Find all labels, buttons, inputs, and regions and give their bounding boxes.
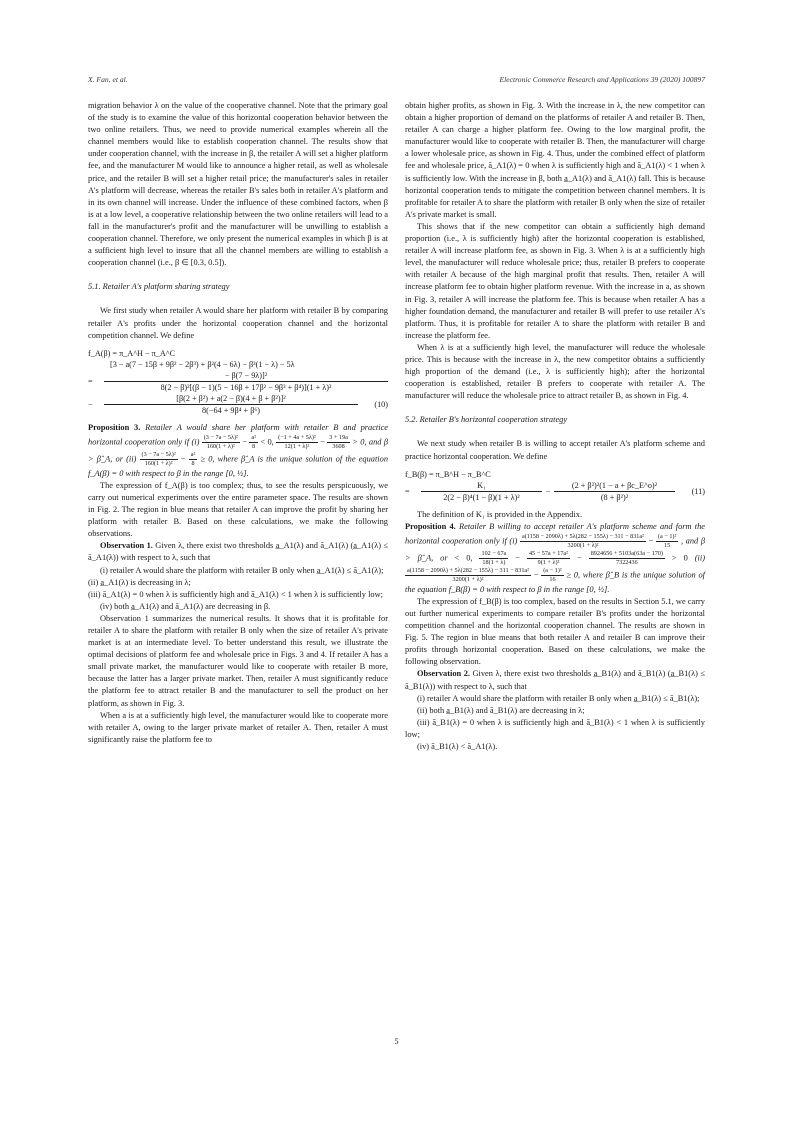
observation-item: (i) retailer A would share the platform with retailer B only when a̲_A1(λ) ≤ ā_A1(λ); [100, 565, 384, 575]
paragraph: This shows that if the new competitor can obtain a sufficiently high demand proportion (i.e., λ is sufficiently high) after the horizontal cooperation is established, retailer A will increase platform fee, as shown in Fig. 3. When λ is at a sufficiently high level, the manufacturer will reduce wholesale price; thus, retailer B prefers to cooperate with retailer A because of the high marginal profit that results. Then, retailer A will increase platform fee to obtain higher platform revenue. With the increase in a, as shown in Fig. 3, retailer A will increase the platform fee. This is because when retailer A has a higher foundation demand, the manufacturer and retailer B will prefer to use retailer A's platform. Thus, it is profitable for retailer A to share the platform with retailer B and increase the platform fee. [405, 221, 705, 340]
fraction-denominator: 3200(1 + λ)² [452, 575, 484, 583]
proposition-text: Retailer B willing to accept retailer A's platform scheme and form the horizontal cooperation only if (i) [405, 521, 706, 546]
fraction-numerator: (3 − 7a − 5λ)² [203, 433, 238, 441]
right-column [405, 100, 705, 753]
observation-item: (ii) a̲_A1(λ) is decreasing in λ; [88, 577, 191, 587]
observation-item: (ii) both a̲_B1(λ) and ā_B1(λ) are decreasing in λ; [417, 705, 585, 715]
observation-title: Observation 1. [100, 541, 153, 551]
running-header-authors: X. Fan, et al. [88, 75, 128, 84]
fraction-denominator: 3200(1 + λ)² [567, 541, 599, 549]
fraction-denominator: 18(1 + λ) [482, 558, 506, 566]
proposition-text: ≥ 0, where β̂_A is the unique solution of the equation f_A(β) = 0 with respect to β in the range [0, ½]. [88, 454, 389, 478]
equation-lhs: f_A(β) = π_A^H − π_A^C [88, 348, 176, 358]
paragraph: When a is at a sufficiently high level, the manufacturer would like to cooperate more with retailer A, owing to the larger private market of retailer A. Then, retailer A must significantly raise the platform fee to [88, 710, 388, 744]
fraction-numerator: (2 + β²)²(1 − a + βc_E^o)² [554, 480, 675, 492]
fraction-numerator: K₁ [421, 480, 542, 492]
proposition-text: Retailer A would share her platform with retailer B and practice horizontal cooperation only if (i) [88, 422, 389, 447]
equation-term-1-denominator: 8(2 − β)²[(β − 1)(5 − 16β + 17β² − 9β³ + β⁴)](1 + λ)² [160, 382, 332, 392]
left-column [88, 100, 388, 746]
fraction-denominator: 3608 [332, 442, 345, 450]
fraction-numerator: (−1 + 4a + 5λ)² [278, 433, 316, 441]
paragraph: Observation 1 summarizes the numerical results. It shows that it is profitable for retailer A to share the platform with retailer B only when the size of retailer A's private market is at an intermediate level. To better understand this result, we illustrate the optimal decisions of platform fee and wholesale price in Figs. 3 and 4. If retailer A has a small private market, the manufacturer would like to cooperate with retailer B more, because the latter has a larger private market. Then, retailer A must significantly reduce the platform fee to attract retailer B and the manufacturer to sell the product on her platform, as shown in Fig. 3. [88, 613, 388, 708]
fraction-numerator: 45 − 57a + 17a² [528, 549, 569, 557]
paragraph: When λ is at a sufficiently high level, the manufacturer will reduce the wholesale price. This is because with the increase in λ, the new competitor obtains a sufficiently high proportion of the demand (i.e., λ is sufficiently high); after the horizontal cooperation is established, retailer B prefers to cooperate with retailer A. The manufacturer will reduce the wholesale price to attract retailer B, as shown in Fig. 4. [405, 342, 705, 401]
equation-lhs: f_B(β) = π_B^H − π_B^C [405, 469, 491, 479]
observation-text: Given λ, there exist two thresholds a̲_A1(λ) and ā_A1(λ) (a̲_A1(λ) ≤ ā_A1(λ)) with respect to λ, such that [88, 541, 389, 563]
equation-number: (11) [691, 486, 705, 496]
equation-10: f_A(β) = π_A^H − π_A^C [3 − a(7 − 15β + 9β² − 2β³) + β²(4 − 6λ) − β³(1 − λ) − 5λ = $\frac{\text{− β(7 − 9λ)]²}}{\text{8(2 − β)²[(β − 1)(5 − 16β + 17β² − 9β³ + β⁴)](1 + λ)²}}$ − $\frac{\text{[β(2 + β²) + a(2 − β)(4 + β + β²)]²}}{\text{8(−64 + 9β⁴ + β⁶)}}$ (10) [88, 348, 388, 415]
fraction-numerator: a(1158 − 2090λ) + 5λ(282 − 155λ) − 311 − 831a² [521, 532, 644, 540]
paragraph: The definition of K₁ is provided in the Appendix. [417, 509, 583, 519]
fraction-numerator: (a − 1)² [543, 566, 562, 574]
equation-11: f_B(β) = π_B^H − π_B^C = $\frac{\text{K₁}}{\text{2(2 − β)⁴(1 − β)(1 + λ)²}}$ − $\frac{\text{(2 + β²)²(1 − a + βc\_E\textasciicircum{}o)²}}{\text{(8 + β²)²}}$ (11) [405, 469, 705, 502]
fraction-numerator: 8924656 + 5103a(63a − 170) [590, 549, 663, 557]
observation-text: Given λ, there exist two thresholds a̲_B1(λ) and ā_B1(λ) (a̲_B1(λ) ≤ ā_B1(λ)) with respect to λ, such that [405, 669, 706, 691]
fraction-denominator: 8 [252, 442, 256, 450]
observation-title: Observation 2. [417, 669, 470, 679]
equation-term-1-numerator: [3 − a(7 − 15β + 9β² − 2β³) + β²(4 − 6λ) − β³(1 − λ) − 5λ [110, 359, 295, 369]
proposition-text: ≥ 0, where β̂_B is the unique solution of the equation f_B(β) = 0 with respect to β in the range [0, ½]. [405, 570, 705, 594]
equation-term-2-numerator: [β(2 + β²) + a(2 − β)(4 + β + β²)]² [104, 393, 358, 405]
fraction-denominator: (8 + β²)² [600, 492, 629, 502]
section-heading-5-1: 5.1. Retailer A's platform sharing strategy [88, 282, 230, 292]
fraction-denominator: 160(1 + λ)² [144, 459, 173, 467]
fraction-denominator: 9(1 + λ)² [537, 558, 560, 566]
fraction-numerator: a(1158 − 2090λ) + 5λ(282 − 155λ) − 311 − 831a² [407, 566, 530, 574]
fraction-numerator: a² [251, 433, 256, 441]
fraction-denominator: 15 [664, 541, 671, 549]
fraction-denominator: 16 [549, 575, 556, 583]
observation-item: (i) retailer A would share the platform with retailer B only when a̲_B1(λ) ≤ ā_B1(λ); [417, 693, 700, 703]
fraction-denominator: 7322436 [616, 558, 638, 566]
fraction-denominator: 2(2 − β)⁴(1 − β)(1 + λ)² [443, 492, 520, 502]
proposition-title: Proposition 4. [405, 521, 456, 531]
observation-item: (iii) ā_B1(λ) = 0 when λ is sufficiently high and ā_B1(λ) < 1 when λ is sufficiently low; [405, 717, 705, 739]
proposition-title: Proposition 3. [88, 422, 141, 432]
equation-number: (10) [374, 399, 388, 409]
proposition-text: , and β > β̂_A, or [405, 536, 706, 563]
equation-term-1-numerator-cont: − β(7 − 9λ)]² [104, 370, 388, 382]
observation-item: (iv) both a̲_A1(λ) and ā_A1(λ) are decreasing in β. [100, 601, 271, 611]
fraction-numerator: a² [190, 450, 196, 458]
paragraph: We first study when retailer A would share her platform with retailer B by comparing retailer A's profits under the horizontal cooperation channel and the horizontal competition channel. We define [88, 306, 388, 340]
fraction-numerator: 3 + 19a [329, 433, 348, 441]
paragraph: obtain higher profits, as shown in Fig. 3. With the increase in λ, the new competitor can obtain a higher proportion of demand on the platforms of retailer A and retailer B. Then, retailer A can charge a higher platform fee. Owing to the low marginal profit, the manufacturer would like to cooperate with retailer B. Then, the manufacturer will charge a lower wholesale price, as shown in Fig. 4. Thus, under the combined effect of platform fee and wholesale price, ā_A1(λ) = 0 when λ is sufficiently high and ā_A1(λ) < 1 when λ is sufficiently low. With the increase in β, both a̲_A1(λ) and ā_A1(λ) fall. This is because horizontal cooperation tends to mitigate the competition between channel members. It is profitable for retailer A to share the platform with retailer B only when the size of retailer A's private market is small. [405, 101, 705, 219]
section-heading-5-2: 5.2. Retailer B's horizontal cooperation strategy [405, 415, 568, 425]
observation-2 [405, 668, 705, 692]
paragraph: migration behavior λ on the value of the cooperative channel. Note that the primary goal of the study is to examine the value of this horizontal cooperation behavior between the two online retailers. Thus, we need to provide numerical examples wherein all the channel members would like to establish cooperation channel. The results show that under cooperation channel, with the increase in β, the retailer A will set a higher platform fee, and the manufacturer M would like to announce a higher retail, as well as wholesale price, and the retailer B will set a higher retail price; the manufacturer's sales in retailer A's platform will decrease, whereas the retailer B's sales both in retailer A's platform and in its own channel will increase. Under the influence of these combined factors, when β is at a low level, a cooperative relationship between the two online retailers will lead to a fall in the manufacturer's profit and the manufacturer will be unwilling to establish a cooperation channel. Therefore, we only present the numerical examples in which β is at a sufficient high level to insure that all the channel members are willing to establish a cooperation channel (i.e., β ∈ [0.3, 0.5]). [88, 101, 388, 268]
running-header-journal: Electronic Commerce Research and Applications 39 (2020) 100897 [499, 75, 705, 84]
fraction-denominator: 12(1 + λ)² [284, 442, 310, 450]
fraction-numerator: 102 − 67a [481, 549, 507, 557]
fraction-denominator: 160(1 + λ)² [206, 442, 235, 450]
observation-item: (iv) ā_B1(λ) < ā_A1(λ). [417, 742, 498, 752]
equation-term-2-denominator: 8(−64 + 9β⁴ + β⁶) [202, 405, 260, 415]
proposition-4: Proposition 4. Retailer B willing to accept retailer A's platform scheme and form the horizontal cooperation only if (i) $\frac{\text{a(1158 − 2090λ) + 5λ(282 − 155λ) − 311 − 831a²}}{\text{3200(1 + λ)²}}$ − $\frac{\text{(a − 1)²}}{15}$ , and β > β̂_A, or < 0, $\frac{102 - 67a}{18(1 + \lambda)}$ − $\frac{\text{45 − 57a + 17a²}}{\text{9(1 + λ)²}}$ − $\frac{8924656 + 5103a(63a - 170)}{7322436}$ > 0 (ii) $\frac{\text{a(1158 − 2090λ) + 5λ(282 − 155λ) − 311 − 831a²}}{\text{3200(1 + λ)²}}$ − $\frac{\text{(a − 1)²}}{16}$ ≥ 0, where β̂_B is the unique solution of the equation f_B(β) = 0 with respect to β in the range [0, ½]. [405, 521, 706, 594]
proposition-text: (ii) [694, 553, 705, 563]
page-number: 5 [394, 1037, 399, 1046]
paragraph: The expression of f_A(β) is too complex; thus, to see the results perspicuously, we carry out numerical experiments over the entire parameter space. The results are shown in Fig. 2. The region in blue means that retailer A can improve the profit by sharing her platform with retailer B. Based on these calculations, we make the following observations. [88, 480, 388, 539]
fraction-denominator: 8 [191, 459, 195, 467]
paragraph: We next study when retailer B is willing to accept retailer A's platform scheme and practice horizontal cooperation. We define [405, 439, 705, 461]
proposition-text: > 0, and β > β̂_A, or (ii) [88, 437, 389, 464]
observation-item: (iii) ā_A1(λ) = 0 when λ is sufficiently high and ā_A1(λ) < 1 when λ is sufficiently low; [88, 589, 383, 599]
paragraph: The expression of f_B(β) is too complex, based on the results in Section 5.1, we carry out further numerical experiments to compare retailer B's profits under the horizontal competition channel and the horizontal cooperation channel. The results are shown in Fig. 5. The region in blue means that both retailer A and retailer B can improve their profits through horizontal cooperation. Based on these calculations, we make the following observation. [405, 596, 705, 667]
fraction-numerator: (a − 1)² [657, 532, 677, 540]
proposition-3: Proposition 3. Retailer A would share her platform with retailer B and practice horizontal cooperation only if (i) $\frac{\text{(3 − 7a − 5λ)²}}{\text{160(1 + λ)²}}$ − $\frac{\text{a²}}{8}$ < 0, $\frac{\text{(−1 + 4a + 5λ)²}}{\text{12(1 + λ)²}}$ − $\frac{3 + 19a}{3608}$ > 0, and β > β̂_A, or (ii) $\frac{\text{(3 − 7a − 5λ)²}}{\text{160(1 + λ)²}}$ − $\frac{\text{a²}}{8}$ ≥ 0, where β̂_A is the unique solution of the equation f_A(β) = 0 with respect to β in the range [0, ½]. [88, 422, 389, 478]
observation-1 [88, 540, 388, 564]
fraction-numerator: (3 − 7a − 5λ)² [141, 450, 176, 458]
